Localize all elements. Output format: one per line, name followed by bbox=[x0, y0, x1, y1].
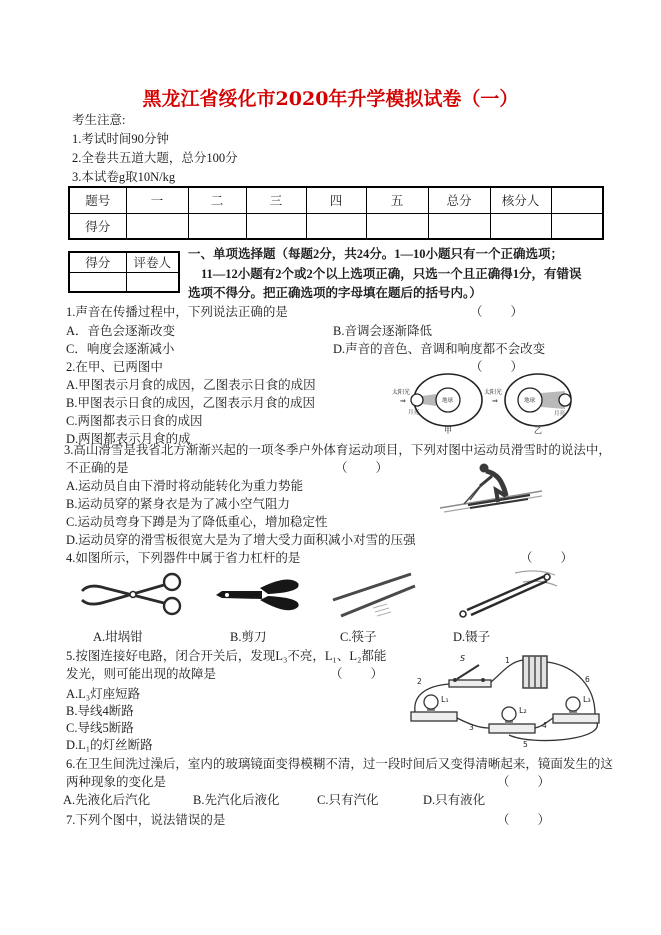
figure-jia-label: 甲 bbox=[444, 426, 452, 435]
score-cell-empty bbox=[188, 213, 246, 239]
grader-box-empty-cell bbox=[69, 272, 126, 292]
grader-box-empty-row bbox=[69, 272, 179, 292]
question-3-option-b: B.运动员穿的紧身衣是为了减小空气阻力 bbox=[66, 497, 290, 511]
question-1-text: 1.声音在传播过程中，下列说法正确的是 bbox=[66, 305, 288, 319]
score-table bbox=[68, 186, 604, 240]
question-1-option-c: C．响度会逐渐减小 bbox=[66, 342, 175, 356]
question-7-answer-bracket: （ ） bbox=[497, 813, 552, 827]
section1-line2: 11—12小题有2个或2个以上选项正确，只选一个且正确得1分，有错误 bbox=[201, 266, 582, 281]
lamp-bulb bbox=[424, 695, 438, 709]
question-3-text-line2: 不正确的是 bbox=[66, 461, 129, 475]
question-5-text-line1: 5.按图连接好电路，闭合开关后，发现L₃不亮，L₁、L₂都能 bbox=[66, 649, 387, 663]
chopsticks-figure bbox=[325, 566, 420, 624]
question-3-option-d: D.运动员穿的滑雪板很宽大是为了增大受力面积减小对雪的压强 bbox=[66, 533, 416, 547]
score-table-header-cell: 题号 bbox=[69, 187, 126, 213]
tweezers-figure bbox=[445, 566, 560, 624]
question-5-option-d: D.L₁的灯丝断路 bbox=[66, 738, 153, 752]
question-3-option-a: A.运动员自由下滑时将动能转化为重力势能 bbox=[66, 479, 304, 493]
switch-terminal bbox=[481, 678, 485, 682]
wire-2-label: 2 bbox=[417, 677, 422, 686]
wire-6-label: 6 bbox=[585, 675, 590, 684]
sun-light-label: 太阳光 bbox=[392, 389, 411, 396]
notice-block bbox=[72, 111, 238, 187]
question-3-answer-bracket: （ ） bbox=[335, 461, 390, 475]
chopstick bbox=[333, 574, 411, 600]
earth-label: 地球 bbox=[524, 398, 536, 404]
lamp3-label: L₃ bbox=[583, 695, 591, 704]
score-table-header-cell bbox=[551, 187, 603, 213]
wire-3-label: 3 bbox=[469, 723, 474, 732]
sun-light-label: 太阳光 bbox=[484, 389, 503, 396]
tweezers-arm bbox=[471, 581, 547, 615]
crucible-tongs-figure bbox=[75, 566, 190, 624]
earth-label: 地球 bbox=[442, 398, 454, 404]
switch-label: S bbox=[460, 654, 466, 663]
lamp1-label: L₁ bbox=[441, 695, 449, 704]
question-4-option-c: C.筷子 bbox=[340, 630, 377, 644]
section1-heading bbox=[188, 245, 582, 304]
question-1-option-d: D.声音的音色、音调和响度都不会改变 bbox=[333, 342, 546, 356]
held-object bbox=[460, 611, 466, 617]
question-2-option-b: B.甲图表示日食的成因，乙图表示月食的成因 bbox=[66, 396, 315, 410]
score-table-header-cell: 核分人 bbox=[490, 187, 551, 213]
score-cell-empty bbox=[366, 213, 428, 239]
question-2-text: 2.在甲、已两图中 bbox=[66, 360, 163, 374]
grader-box-header-row bbox=[69, 252, 179, 272]
score-cell-empty bbox=[126, 213, 188, 239]
shadow-hatching bbox=[373, 604, 391, 616]
question-2-option-d: D.两图都表示月食的成 bbox=[66, 432, 191, 446]
tongs-pivot bbox=[130, 592, 136, 598]
question-5-option-b: B.导线4断路 bbox=[66, 704, 134, 718]
arrow-icon: ⇒ bbox=[492, 397, 498, 405]
score-cell-empty bbox=[428, 213, 490, 239]
notice-item-1: 1.考试时间90分钟 bbox=[72, 132, 169, 146]
scissors-jaws bbox=[216, 591, 262, 599]
lamp-bulb bbox=[502, 707, 516, 721]
moon-circle bbox=[411, 394, 423, 406]
grader-box-score-label: 得分 bbox=[69, 252, 126, 272]
score-cell-empty bbox=[490, 213, 551, 239]
question-5-option-c: C.导线5断路 bbox=[66, 721, 134, 735]
tweezers-arm bbox=[467, 576, 545, 610]
question-2-option-a: A.甲图表示月食的成因，乙图表示日食的成因 bbox=[66, 378, 316, 392]
score-table-header-cell: 四 bbox=[306, 187, 366, 213]
section1-line3: 选项不得分。把正确选项的字母填在题后的括号内。） bbox=[188, 286, 482, 300]
notice-heading: 考生注意: bbox=[72, 113, 126, 127]
scissors-jaw-eye bbox=[225, 593, 229, 597]
moon-label: 月亮 bbox=[408, 410, 420, 416]
lamp-bulb bbox=[566, 697, 580, 711]
grader-box-empty-cell bbox=[126, 272, 179, 292]
question-5-option-a: A.L₃灯座短路 bbox=[66, 687, 141, 701]
switch-terminal bbox=[453, 678, 457, 682]
score-table-header-cell: 一 bbox=[126, 187, 188, 213]
question-4-text: 4.如图所示，下列器件中属于省力杠杆的是 bbox=[66, 551, 301, 565]
question-6-option-a: A.先液化后汽化 bbox=[63, 793, 151, 807]
question-6-option-c: C.只有汽化 bbox=[317, 793, 379, 807]
question-4-option-a: A.坩埚钳 bbox=[93, 630, 143, 644]
score-table-score-row bbox=[69, 213, 603, 239]
lamp-base bbox=[411, 712, 457, 721]
question-4-answer-bracket: （ ） bbox=[520, 551, 575, 565]
scissors-figure bbox=[210, 566, 305, 624]
moon-label: 月亮 bbox=[554, 411, 566, 417]
scissors-handle bbox=[260, 596, 299, 610]
question-6-text-line2: 两种现象的变化是 bbox=[66, 775, 167, 789]
question-1-option-b: B.音调会逐渐降低 bbox=[333, 324, 432, 338]
eclipse-diagram-figure bbox=[392, 367, 572, 435]
tongs-handle-ring bbox=[164, 574, 180, 590]
question-1-answer-bracket: （ ） bbox=[470, 305, 525, 319]
ski-pole bbox=[470, 482, 484, 500]
question-5-text-line2: 发光，则可能出现的故障是 bbox=[66, 667, 217, 681]
skier-figure bbox=[438, 458, 546, 516]
score-table-header-cell: 三 bbox=[246, 187, 306, 213]
grader-box bbox=[68, 251, 180, 293]
page-title: 黑龙江省绥化市2020年升学模拟试卷（一） bbox=[142, 88, 519, 110]
score-table-header-row bbox=[69, 187, 603, 213]
notice-item-3: 3.本试卷g取10N/kg bbox=[72, 170, 176, 184]
score-cell-empty bbox=[246, 213, 306, 239]
tongs-handle-ring bbox=[164, 598, 180, 614]
lamp-base bbox=[553, 714, 599, 723]
figure-yi-label: 乙 bbox=[534, 426, 542, 435]
question-2-option-c: C.两图都表示日食的成因 bbox=[66, 414, 203, 428]
score-table-header-cell: 五 bbox=[366, 187, 428, 213]
question-4-option-d: D.镊子 bbox=[453, 630, 491, 644]
score-cell-empty bbox=[306, 213, 366, 239]
arrow-icon: ⇒ bbox=[400, 397, 406, 405]
question-2-answer-bracket: （ ） bbox=[470, 360, 525, 374]
notice-item-2: 2.全卷共五道大题，总分100分 bbox=[72, 151, 238, 165]
switch-lever bbox=[457, 665, 479, 679]
grader-box-grader-label: 评卷人 bbox=[126, 252, 179, 272]
wire-4-label: 4 bbox=[542, 721, 547, 730]
wire-1-label: 1 bbox=[505, 656, 510, 665]
shadow-cone bbox=[422, 394, 436, 406]
score-cell-empty bbox=[551, 213, 603, 239]
lamp-base bbox=[489, 724, 535, 733]
scissors-handle bbox=[260, 579, 299, 594]
section1-line1: 一、单项选择题（每题2分，共24分。1—10小题只有一个正确选项； bbox=[188, 247, 564, 261]
question-7-text: 7.下列个图中，说法错误的是 bbox=[66, 813, 226, 827]
wire-5-label: 5 bbox=[523, 740, 528, 748]
question-6-option-d: D.只有液化 bbox=[423, 793, 486, 807]
question-6-option-b: B.先汽化后液化 bbox=[193, 793, 280, 807]
score-row-label: 得分 bbox=[69, 213, 126, 239]
question-6-text-line1: 6.在卫生间洗过澡后，室内的玻璃镜面变得模糊不清，过一段时间后又变得清晰起来，镜面发生的这 bbox=[66, 757, 613, 771]
score-table-header-cell: 二 bbox=[188, 187, 246, 213]
question-3-option-c: C.运动员弯身下蹲是为了降低重心，增加稳定性 bbox=[66, 515, 328, 529]
circuit-figure bbox=[405, 650, 603, 748]
question-1-option-a: A．音色会逐渐改变 bbox=[66, 324, 176, 338]
lamp2-label: L₂ bbox=[519, 706, 527, 715]
question-6-answer-bracket: （ ） bbox=[497, 775, 552, 789]
question-4-option-b: B.剪刀 bbox=[230, 630, 267, 644]
score-table-header-cell: 总分 bbox=[428, 187, 490, 213]
question-5-answer-bracket: （ ） bbox=[330, 667, 385, 681]
moon-circle bbox=[559, 394, 571, 406]
question-3-text-line1: 3.高山滑雪是我省北方渐渐兴起的一项冬季户外体育运动项目，下列对图中运动员滑雪时的说法中， bbox=[64, 443, 611, 457]
